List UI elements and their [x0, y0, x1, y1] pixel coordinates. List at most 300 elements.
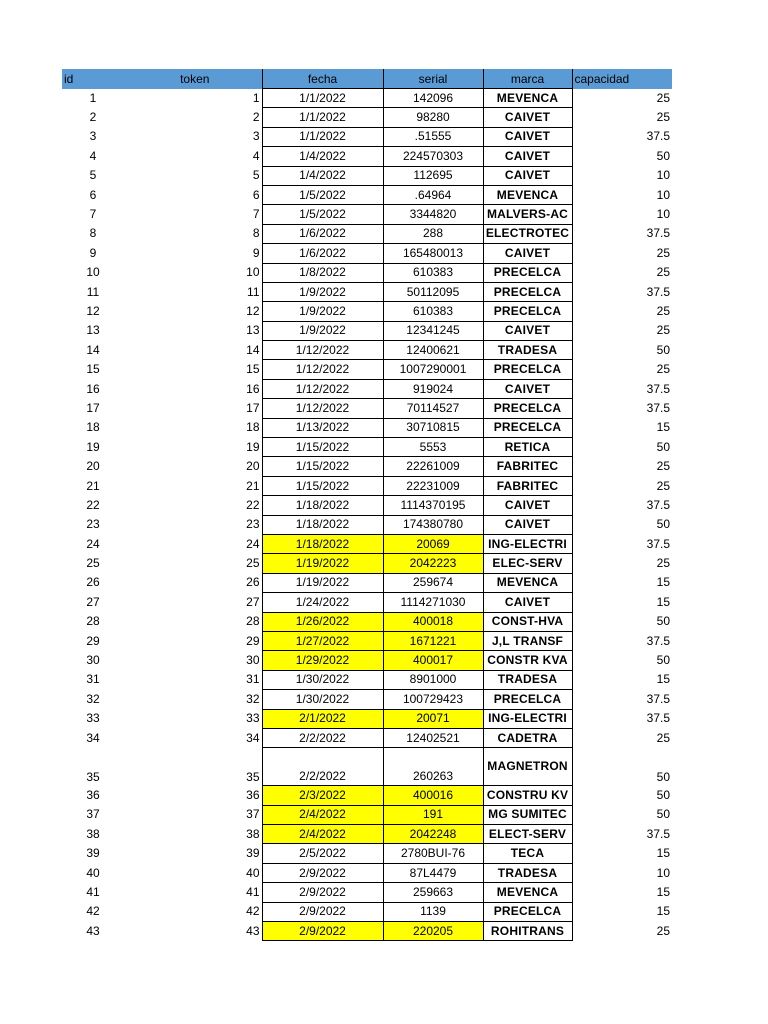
cell-fecha[interactable]: 1/15/2022	[262, 438, 383, 457]
cell-id[interactable]: 8	[89, 226, 97, 241]
cell-serial[interactable]: 20071	[383, 709, 483, 728]
cell-marca[interactable]: CAIVET	[483, 147, 572, 166]
cell-id[interactable]: 7	[89, 207, 97, 222]
table-row	[62, 282, 672, 301]
cell-marca[interactable]: CADETRA	[483, 728, 572, 747]
cell-fecha[interactable]: 1/6/2022	[262, 244, 383, 263]
cell-capacidad[interactable]: 50	[656, 148, 670, 163]
cell-token[interactable]: 19	[246, 439, 260, 454]
cell-serial[interactable]: 610383	[383, 263, 483, 282]
table-row	[62, 554, 672, 573]
cell-capacidad[interactable]: 25	[656, 362, 670, 377]
cell-id[interactable]: 35	[86, 769, 100, 784]
cell-fecha[interactable]: 2/2/2022	[262, 728, 383, 747]
cell-serial[interactable]: 1114271030	[383, 593, 483, 612]
cell-id[interactable]: 11	[86, 284, 100, 299]
cell-fecha[interactable]: 1/15/2022	[262, 457, 383, 476]
cell-fecha[interactable]: 2/9/2022	[262, 883, 383, 902]
cell-capacidad[interactable]: 25	[656, 730, 670, 745]
cell-marca[interactable]: MEVENCA	[483, 573, 572, 592]
cell-capacidad[interactable]: 25	[656, 245, 670, 260]
cell-id[interactable]: 19	[86, 439, 100, 454]
table-row	[62, 670, 672, 689]
table-row	[62, 825, 672, 844]
cell-token[interactable]: 24	[246, 536, 260, 551]
cell-token[interactable]: 15	[246, 362, 260, 377]
cell-fecha[interactable]: 1/26/2022	[262, 612, 383, 631]
cell-token[interactable]: 2	[252, 110, 260, 125]
cell-token[interactable]: 26	[246, 575, 260, 590]
cell-serial[interactable]: 12341245	[383, 321, 483, 340]
cell-marca[interactable]: CONSTRU KV	[483, 786, 572, 805]
cell-fecha[interactable]: 1/15/2022	[262, 476, 383, 495]
cell-serial[interactable]: 400018	[383, 612, 483, 631]
table-row	[62, 496, 672, 515]
cell-marca[interactable]: FABRITEC	[483, 476, 572, 495]
cell-token[interactable]: 37	[246, 807, 260, 822]
cell-serial[interactable]: .64964	[383, 185, 483, 204]
cell-serial[interactable]: 100729423	[383, 690, 483, 709]
cell-capacidad[interactable]: 37.5	[646, 536, 670, 551]
cell-token[interactable]: 17	[246, 400, 260, 415]
cell-token[interactable]: 4	[252, 148, 260, 163]
cell-serial[interactable]: 400016	[383, 786, 483, 805]
header-capacidad[interactable]: capacidad	[572, 69, 672, 89]
table-row	[62, 534, 672, 553]
cell-fecha[interactable]: 2/9/2022	[262, 922, 383, 941]
cell-marca[interactable]: CAIVET	[483, 379, 572, 398]
cell-id[interactable]: 33	[86, 711, 100, 726]
cell-capacidad[interactable]: 15	[656, 672, 670, 687]
table-row	[62, 185, 672, 204]
table-row	[62, 786, 672, 805]
cell-marca[interactable]: TRADESA	[483, 863, 572, 882]
cell-marca[interactable]: PRECELCA	[483, 902, 572, 921]
cell-fecha[interactable]: 1/1/2022	[262, 127, 383, 146]
cell-fecha[interactable]: 1/29/2022	[262, 651, 383, 670]
cell-fecha[interactable]: 1/12/2022	[262, 341, 383, 360]
cell-serial[interactable]: 12400621	[383, 341, 483, 360]
cell-id[interactable]: 21	[86, 478, 100, 493]
cell-marca[interactable]: MEVENCA	[483, 89, 572, 108]
cell-marca[interactable]: MEVENCA	[483, 883, 572, 902]
cell-id[interactable]: 10	[86, 265, 100, 280]
cell-marca[interactable]: MALVERS-AC	[483, 205, 572, 224]
cell-capacidad[interactable]: 37.5	[646, 497, 670, 512]
cell-capacidad[interactable]: 25	[656, 90, 670, 105]
cell-serial[interactable]: 98280	[383, 108, 483, 127]
cell-id[interactable]: 31	[86, 672, 100, 687]
cell-fecha[interactable]: 1/5/2022	[262, 205, 383, 224]
cell-fecha[interactable]: 1/30/2022	[262, 690, 383, 709]
cell-fecha[interactable]: 2/4/2022	[262, 825, 383, 844]
cell-capacidad[interactable]: 25	[656, 923, 670, 938]
cell-token[interactable]: 3	[252, 129, 260, 144]
table-row	[62, 631, 672, 650]
cell-marca[interactable]: TRADESA	[483, 341, 572, 360]
cell-serial[interactable]: .51555	[383, 127, 483, 146]
table-row	[62, 476, 672, 495]
cell-marca[interactable]: PRECELCA	[483, 399, 572, 418]
cell-token[interactable]: 32	[246, 691, 260, 706]
cell-capacidad[interactable]: 37.5	[646, 400, 670, 415]
cell-marca[interactable]: ROHITRANS	[483, 922, 572, 941]
header-serial[interactable]: serial	[383, 69, 483, 89]
cell-token[interactable]: 43	[246, 923, 260, 938]
table-row	[62, 728, 672, 747]
cell-id[interactable]: 4	[89, 148, 97, 163]
cell-token[interactable]: 7	[252, 207, 260, 222]
cell-marca[interactable]: CAIVET	[483, 496, 572, 515]
cell-fecha[interactable]: 1/18/2022	[262, 496, 383, 515]
cell-marca[interactable]: PRECELCA	[483, 302, 572, 321]
cell-capacidad[interactable]: 37.5	[646, 826, 670, 841]
table-row	[62, 89, 672, 108]
cell-fecha[interactable]: 1/27/2022	[262, 631, 383, 650]
cell-serial[interactable]: 260263	[383, 748, 483, 786]
cell-fecha[interactable]: 2/9/2022	[262, 902, 383, 921]
cell-token[interactable]: 20	[246, 459, 260, 474]
cell-marca[interactable]: CAIVET	[483, 127, 572, 146]
cell-marca[interactable]: CAIVET	[483, 108, 572, 127]
cell-serial[interactable]: 1114370195	[383, 496, 483, 515]
cell-capacidad[interactable]: 37.5	[646, 226, 670, 241]
cell-serial[interactable]: 20069	[383, 534, 483, 553]
cell-fecha[interactable]: 1/19/2022	[262, 573, 383, 592]
cell-id[interactable]: 17	[86, 400, 100, 415]
cell-capacidad[interactable]: 50	[656, 517, 670, 532]
cell-capacidad[interactable]: 10	[656, 865, 670, 880]
table-row	[62, 922, 672, 941]
cell-capacidad[interactable]: 37.5	[646, 381, 670, 396]
cell-token[interactable]: 31	[246, 672, 260, 687]
cell-capacidad[interactable]: 15	[656, 846, 670, 861]
cell-fecha[interactable]: 1/24/2022	[262, 593, 383, 612]
cell-capacidad[interactable]: 25	[656, 323, 670, 338]
table-row	[62, 360, 672, 379]
header-id[interactable]: id	[62, 69, 128, 89]
cell-token[interactable]: 41	[246, 884, 260, 899]
cell-token[interactable]: 36	[246, 787, 260, 802]
cell-id[interactable]: 24	[86, 536, 100, 551]
cell-serial[interactable]: 610383	[383, 302, 483, 321]
cell-capacidad[interactable]: 50	[656, 614, 670, 629]
cell-capacidad[interactable]: 50	[656, 769, 670, 784]
cell-fecha[interactable]: 1/19/2022	[262, 554, 383, 573]
cell-marca[interactable]: ELEC-SERV	[483, 554, 572, 573]
cell-serial[interactable]: 8901000	[383, 670, 483, 689]
cell-id[interactable]: 13	[86, 323, 100, 338]
cell-serial[interactable]: 3344820	[383, 205, 483, 224]
cell-fecha[interactable]: 1/13/2022	[262, 418, 383, 437]
cell-serial[interactable]: 224570303	[383, 147, 483, 166]
cell-id[interactable]: 28	[86, 614, 100, 629]
cell-capacidad[interactable]: 15	[656, 420, 670, 435]
cell-serial[interactable]: 174380780	[383, 515, 483, 534]
cell-token[interactable]: 22	[246, 497, 260, 512]
cell-capacidad[interactable]: 25	[656, 265, 670, 280]
cell-token[interactable]: 5	[252, 168, 260, 183]
cell-id[interactable]: 42	[86, 904, 100, 919]
cell-serial[interactable]: 259663	[383, 883, 483, 902]
cell-fecha[interactable]: 1/1/2022	[262, 108, 383, 127]
cell-fecha[interactable]: 1/9/2022	[262, 302, 383, 321]
cell-capacidad[interactable]: 50	[656, 342, 670, 357]
table-row	[62, 205, 672, 224]
cell-serial[interactable]: 2042223	[383, 554, 483, 573]
cell-marca[interactable]: RETICA	[483, 438, 572, 457]
cell-fecha[interactable]: 1/5/2022	[262, 185, 383, 204]
cell-id[interactable]: 14	[86, 342, 100, 357]
cell-token[interactable]: 29	[246, 633, 260, 648]
cell-fecha[interactable]: 1/6/2022	[262, 224, 383, 243]
cell-token[interactable]: 30	[246, 653, 260, 668]
cell-id[interactable]: 23	[86, 517, 100, 532]
cell-fecha[interactable]: 2/2/2022	[262, 748, 383, 786]
cell-marca[interactable]: PRECELCA	[483, 690, 572, 709]
cell-fecha[interactable]: 2/1/2022	[262, 709, 383, 728]
cell-token[interactable]: 10	[246, 265, 260, 280]
cell-marca[interactable]: TECA	[483, 844, 572, 863]
cell-id[interactable]: 43	[86, 923, 100, 938]
table-row	[62, 108, 672, 127]
cell-fecha[interactable]: 1/1/2022	[262, 89, 383, 108]
cell-id[interactable]: 34	[86, 730, 100, 745]
cell-id[interactable]: 20	[86, 459, 100, 474]
cell-id[interactable]: 26	[86, 575, 100, 590]
header-row	[62, 69, 672, 89]
cell-marca[interactable]: ELECTROTEC	[483, 224, 572, 243]
table-row	[62, 263, 672, 282]
cell-token[interactable]: 11	[247, 284, 260, 299]
cell-token[interactable]: 39	[246, 846, 260, 861]
cell-capacidad[interactable]: 25	[656, 556, 670, 571]
cell-fecha[interactable]: 1/4/2022	[262, 166, 383, 185]
cell-capacidad[interactable]: 15	[656, 575, 670, 590]
cell-serial[interactable]: 1007290001	[383, 360, 483, 379]
cell-fecha[interactable]: 1/12/2022	[262, 399, 383, 418]
cell-marca[interactable]: PRECELCA	[483, 418, 572, 437]
cell-token[interactable]: 14	[246, 342, 260, 357]
table-row	[62, 748, 672, 786]
cell-serial[interactable]: 191	[383, 805, 483, 824]
table-row	[62, 883, 672, 902]
cell-capacidad[interactable]: 50	[656, 653, 670, 668]
cell-id[interactable]: 15	[86, 362, 100, 377]
cell-id[interactable]: 36	[86, 787, 100, 802]
cell-serial[interactable]: 112695	[383, 166, 483, 185]
cell-id[interactable]: 30	[86, 653, 100, 668]
cell-marca[interactable]: CAIVET	[483, 593, 572, 612]
cell-capacidad[interactable]: 25	[656, 459, 670, 474]
cell-token[interactable]: 34	[246, 730, 260, 745]
cell-serial[interactable]: 1139	[383, 902, 483, 921]
cell-token[interactable]: 1	[252, 90, 260, 105]
cell-capacidad[interactable]: 37.5	[646, 633, 670, 648]
cell-id[interactable]: 41	[86, 884, 100, 899]
cell-marca[interactable]: FABRITEC	[483, 457, 572, 476]
cell-marca[interactable]: MAGNETRON	[483, 748, 572, 786]
cell-serial[interactable]: 919024	[383, 379, 483, 398]
cell-capacidad[interactable]: 37.5	[646, 129, 670, 144]
cell-token[interactable]: 40	[246, 865, 260, 880]
cell-marca[interactable]: CAIVET	[483, 244, 572, 263]
cell-fecha[interactable]: 1/9/2022	[262, 282, 383, 301]
cell-token[interactable]: 18	[246, 420, 260, 435]
cell-fecha[interactable]: 2/9/2022	[262, 863, 383, 882]
cell-fecha[interactable]: 1/12/2022	[262, 360, 383, 379]
cell-marca[interactable]: PRECELCA	[483, 282, 572, 301]
cell-capacidad[interactable]: 37.5	[646, 284, 670, 299]
cell-fecha[interactable]: 1/30/2022	[262, 670, 383, 689]
cell-marca[interactable]: CAIVET	[483, 321, 572, 340]
cell-token[interactable]: 16	[246, 381, 260, 396]
cell-marca[interactable]: CAIVET	[483, 515, 572, 534]
cell-token[interactable]: 27	[246, 594, 260, 609]
cell-id[interactable]: 12	[86, 303, 100, 318]
table-row	[62, 302, 672, 321]
cell-serial[interactable]: 5553	[383, 438, 483, 457]
cell-token[interactable]: 33	[246, 711, 260, 726]
cell-serial[interactable]: 22231009	[383, 476, 483, 495]
cell-id[interactable]: 40	[86, 865, 100, 880]
cell-marca[interactable]: CONST-HVA	[483, 612, 572, 631]
cell-id[interactable]: 1	[89, 90, 97, 105]
header-fecha[interactable]: fecha	[262, 69, 383, 89]
cell-id[interactable]: 9	[89, 245, 97, 260]
header-token[interactable]: token	[128, 69, 262, 89]
table-row	[62, 515, 672, 534]
cell-id[interactable]: 16	[86, 381, 100, 396]
cell-fecha[interactable]: 1/12/2022	[262, 379, 383, 398]
table-row	[62, 690, 672, 709]
cell-fecha[interactable]: 2/3/2022	[262, 786, 383, 805]
cell-serial[interactable]: 70114527	[383, 399, 483, 418]
cell-id[interactable]: 37	[86, 807, 100, 822]
cell-token[interactable]: 21	[246, 478, 260, 493]
cell-id[interactable]: 39	[86, 846, 100, 861]
cell-marca[interactable]: ING-ELECTRI	[483, 709, 572, 728]
cell-fecha[interactable]: 2/5/2022	[262, 844, 383, 863]
cell-token[interactable]: 28	[246, 614, 260, 629]
table-row	[62, 224, 672, 243]
cell-id[interactable]: 25	[86, 556, 100, 571]
cell-serial[interactable]: 1671221	[383, 631, 483, 650]
cell-capacidad[interactable]: 50	[656, 787, 670, 802]
cell-serial[interactable]: 142096	[383, 89, 483, 108]
cell-token[interactable]: 38	[246, 826, 260, 841]
cell-id[interactable]: 2	[89, 110, 97, 125]
table-row	[62, 902, 672, 921]
cell-id[interactable]: 32	[86, 691, 100, 706]
cell-id[interactable]: 3	[89, 129, 97, 144]
cell-id[interactable]: 6	[89, 187, 97, 202]
cell-marca[interactable]: J,L TRANSF	[483, 631, 572, 650]
cell-serial[interactable]: 2780BUI-76	[383, 844, 483, 863]
cell-marca[interactable]: CAIVET	[483, 166, 572, 185]
cell-id[interactable]: 5	[89, 168, 97, 183]
cell-token[interactable]: 42	[246, 904, 260, 919]
cell-capacidad[interactable]: 25	[656, 110, 670, 125]
header-marca[interactable]: marca	[483, 69, 572, 89]
cell-marca[interactable]: MG SUMITEC	[483, 805, 572, 824]
cell-marca[interactable]: PRECELCA	[483, 263, 572, 282]
cell-token[interactable]: 9	[252, 245, 260, 260]
cell-fecha[interactable]: 2/4/2022	[262, 805, 383, 824]
cell-id[interactable]: 38	[86, 826, 100, 841]
table-row	[62, 805, 672, 824]
cell-token[interactable]: 23	[246, 517, 260, 532]
table-row	[62, 166, 672, 185]
table-row	[62, 612, 672, 631]
cell-marca[interactable]: MEVENCA	[483, 185, 572, 204]
cell-capacidad[interactable]: 15	[656, 594, 670, 609]
cell-token[interactable]: 6	[252, 187, 260, 202]
cell-fecha[interactable]: 1/18/2022	[262, 534, 383, 553]
cell-serial[interactable]: 400017	[383, 651, 483, 670]
cell-serial[interactable]: 22261009	[383, 457, 483, 476]
cell-token[interactable]: 8	[252, 226, 260, 241]
cell-capacidad[interactable]: 15	[656, 884, 670, 899]
cell-serial[interactable]: 30710815	[383, 418, 483, 437]
cell-fecha[interactable]: 1/8/2022	[262, 263, 383, 282]
cell-fecha[interactable]: 1/18/2022	[262, 515, 383, 534]
cell-id[interactable]: 29	[86, 633, 100, 648]
cell-fecha[interactable]: 1/9/2022	[262, 321, 383, 340]
cell-serial[interactable]: 87L4479	[383, 863, 483, 882]
cell-token[interactable]: 35	[246, 769, 260, 784]
cell-serial[interactable]: 259674	[383, 573, 483, 592]
cell-token[interactable]: 12	[246, 303, 260, 318]
table-row	[62, 244, 672, 263]
table-row	[62, 418, 672, 437]
cell-marca[interactable]: TRADESA	[483, 670, 572, 689]
cell-capacidad[interactable]: 50	[656, 807, 670, 822]
cell-capacidad[interactable]: 10	[656, 187, 670, 202]
cell-token[interactable]: 25	[246, 556, 260, 571]
cell-token[interactable]: 13	[246, 323, 260, 338]
cell-capacidad[interactable]: 10	[656, 207, 670, 222]
cell-serial[interactable]: 220205	[383, 922, 483, 941]
cell-marca[interactable]: ELECT-SERV	[483, 825, 572, 844]
cell-serial[interactable]: 12402521	[383, 728, 483, 747]
cell-capacidad[interactable]: 15	[656, 904, 670, 919]
cell-marca[interactable]: CONSTR KVA	[483, 651, 572, 670]
cell-serial[interactable]: 50112095	[383, 282, 483, 301]
table-row	[62, 593, 672, 612]
cell-id[interactable]: 22	[86, 497, 100, 512]
cell-capacidad[interactable]: 10	[656, 168, 670, 183]
cell-serial[interactable]: 2042248	[383, 825, 483, 844]
cell-id[interactable]: 18	[86, 420, 100, 435]
cell-marca[interactable]: PRECELCA	[483, 360, 572, 379]
table-row	[62, 573, 672, 592]
cell-marca[interactable]: ING-ELECTRI	[483, 534, 572, 553]
cell-serial[interactable]: 288	[383, 224, 483, 243]
cell-capacidad[interactable]: 50	[656, 439, 670, 454]
cell-capacidad[interactable]: 25	[656, 478, 670, 493]
cell-id[interactable]: 27	[86, 594, 100, 609]
table-row	[62, 399, 672, 418]
table-row	[62, 709, 672, 728]
cell-capacidad[interactable]: 37.5	[646, 691, 670, 706]
cell-capacidad[interactable]: 25	[656, 303, 670, 318]
table-row	[62, 651, 672, 670]
cell-serial[interactable]: 165480013	[383, 244, 483, 263]
table-row	[62, 844, 672, 863]
cell-fecha[interactable]: 1/4/2022	[262, 147, 383, 166]
cell-capacidad[interactable]: 37.5	[646, 711, 670, 726]
